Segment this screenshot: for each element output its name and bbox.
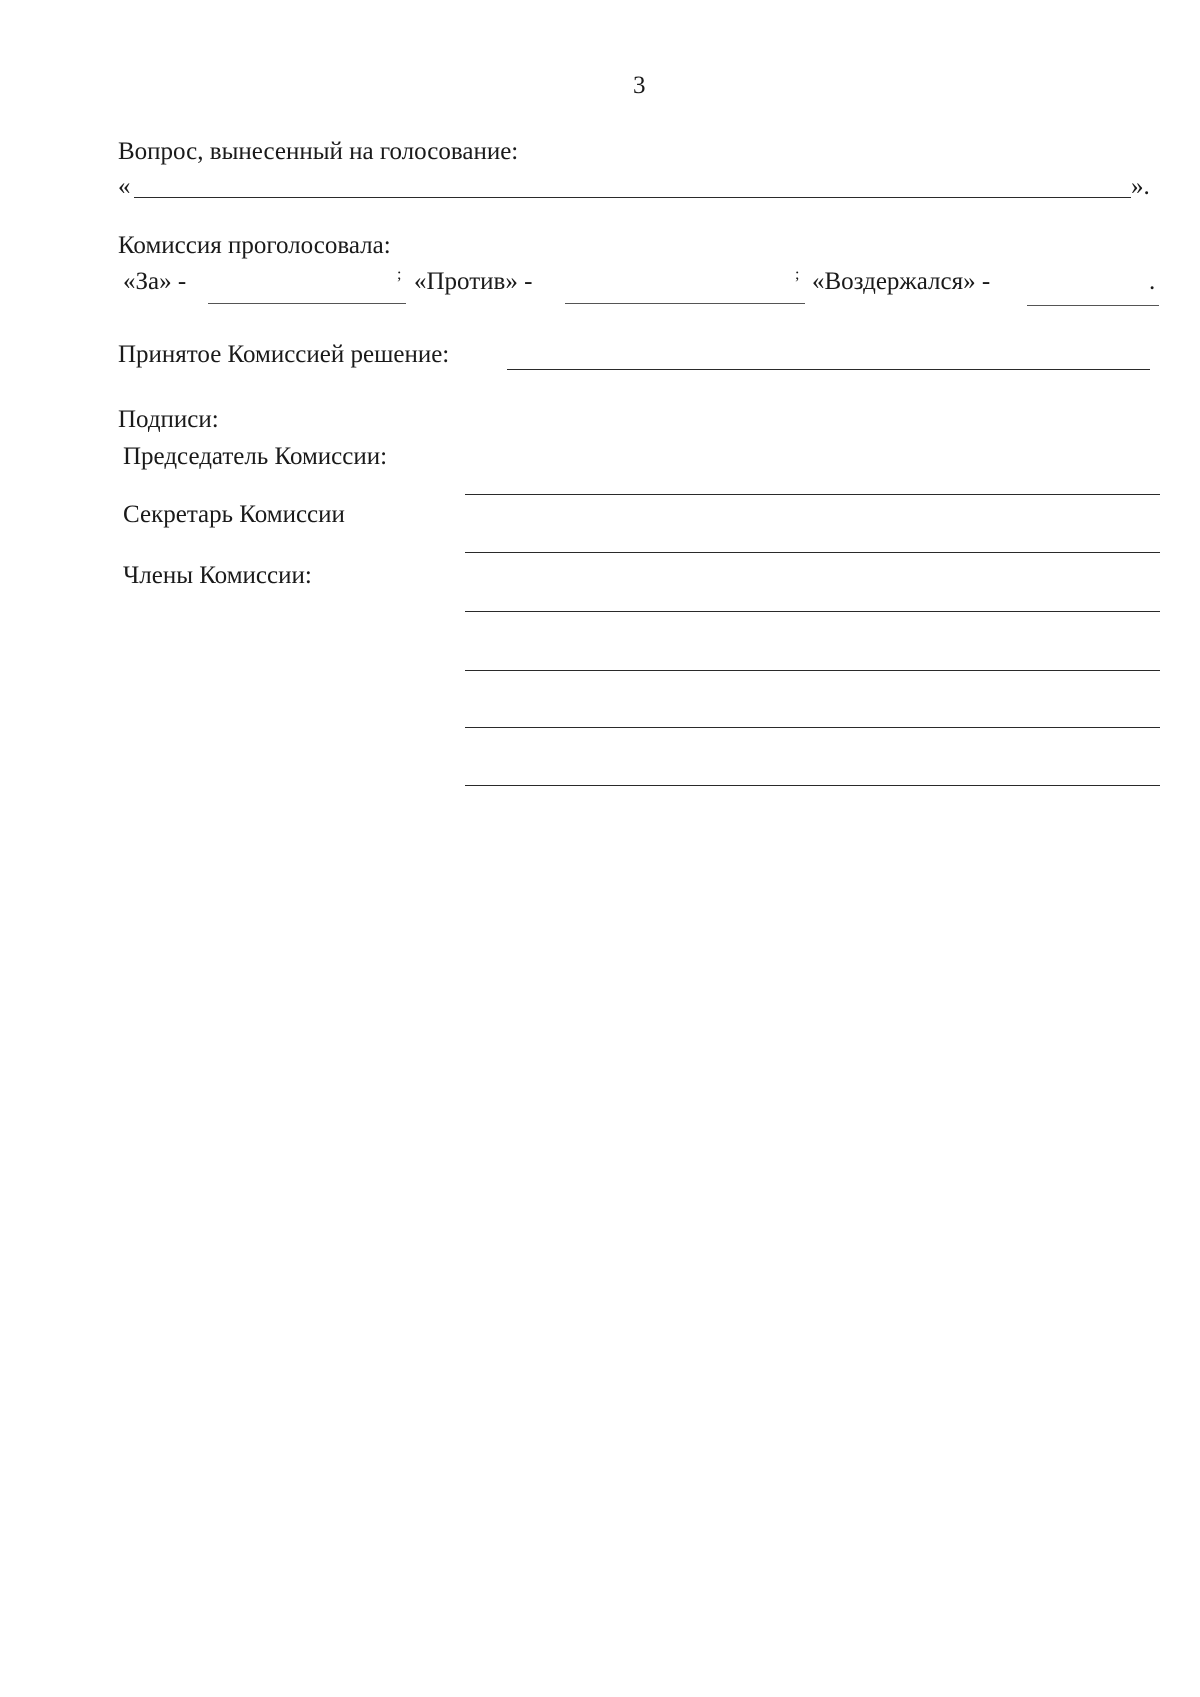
chairman-label: Председатель Комиссии: (123, 443, 388, 470)
question-label: Вопрос, вынесенный на голосование: (118, 138, 519, 165)
vote-against-label: «Против» - (414, 268, 533, 295)
signatures-label: Подписи: (118, 406, 219, 433)
vote-abstain-label: «Воздержался» - (812, 268, 991, 295)
vote-for-line[interactable] (208, 303, 406, 304)
vote-label: Комиссия проголосовала: (118, 232, 391, 259)
question-answer-line[interactable] (134, 197, 1131, 198)
member-signature-line-3[interactable] (465, 727, 1160, 728)
secretary-signature-line[interactable] (465, 552, 1160, 553)
vote-for-label: «За» - (123, 268, 187, 295)
question-open-quote: « (118, 173, 131, 200)
page-number: 3 (633, 72, 646, 99)
vote-separator-1: ; (397, 266, 402, 283)
member-signature-line-1[interactable] (465, 611, 1160, 612)
member-signature-line-4[interactable] (465, 785, 1160, 786)
decision-label: Принятое Комиссией решение: (118, 341, 450, 368)
vote-against-line[interactable] (565, 303, 805, 304)
vote-abstain-line[interactable] (1027, 305, 1159, 306)
vote-end-mark: . (1149, 268, 1156, 295)
member-signature-line-2[interactable] (465, 670, 1160, 671)
decision-line[interactable] (507, 369, 1150, 370)
chairman-signature-line[interactable] (465, 494, 1160, 495)
question-close-quote: ». (1131, 173, 1150, 200)
members-label: Члены Комиссии: (123, 562, 312, 589)
vote-separator-2: ; (795, 266, 800, 283)
secretary-label: Секретарь Комиссии (123, 501, 345, 528)
